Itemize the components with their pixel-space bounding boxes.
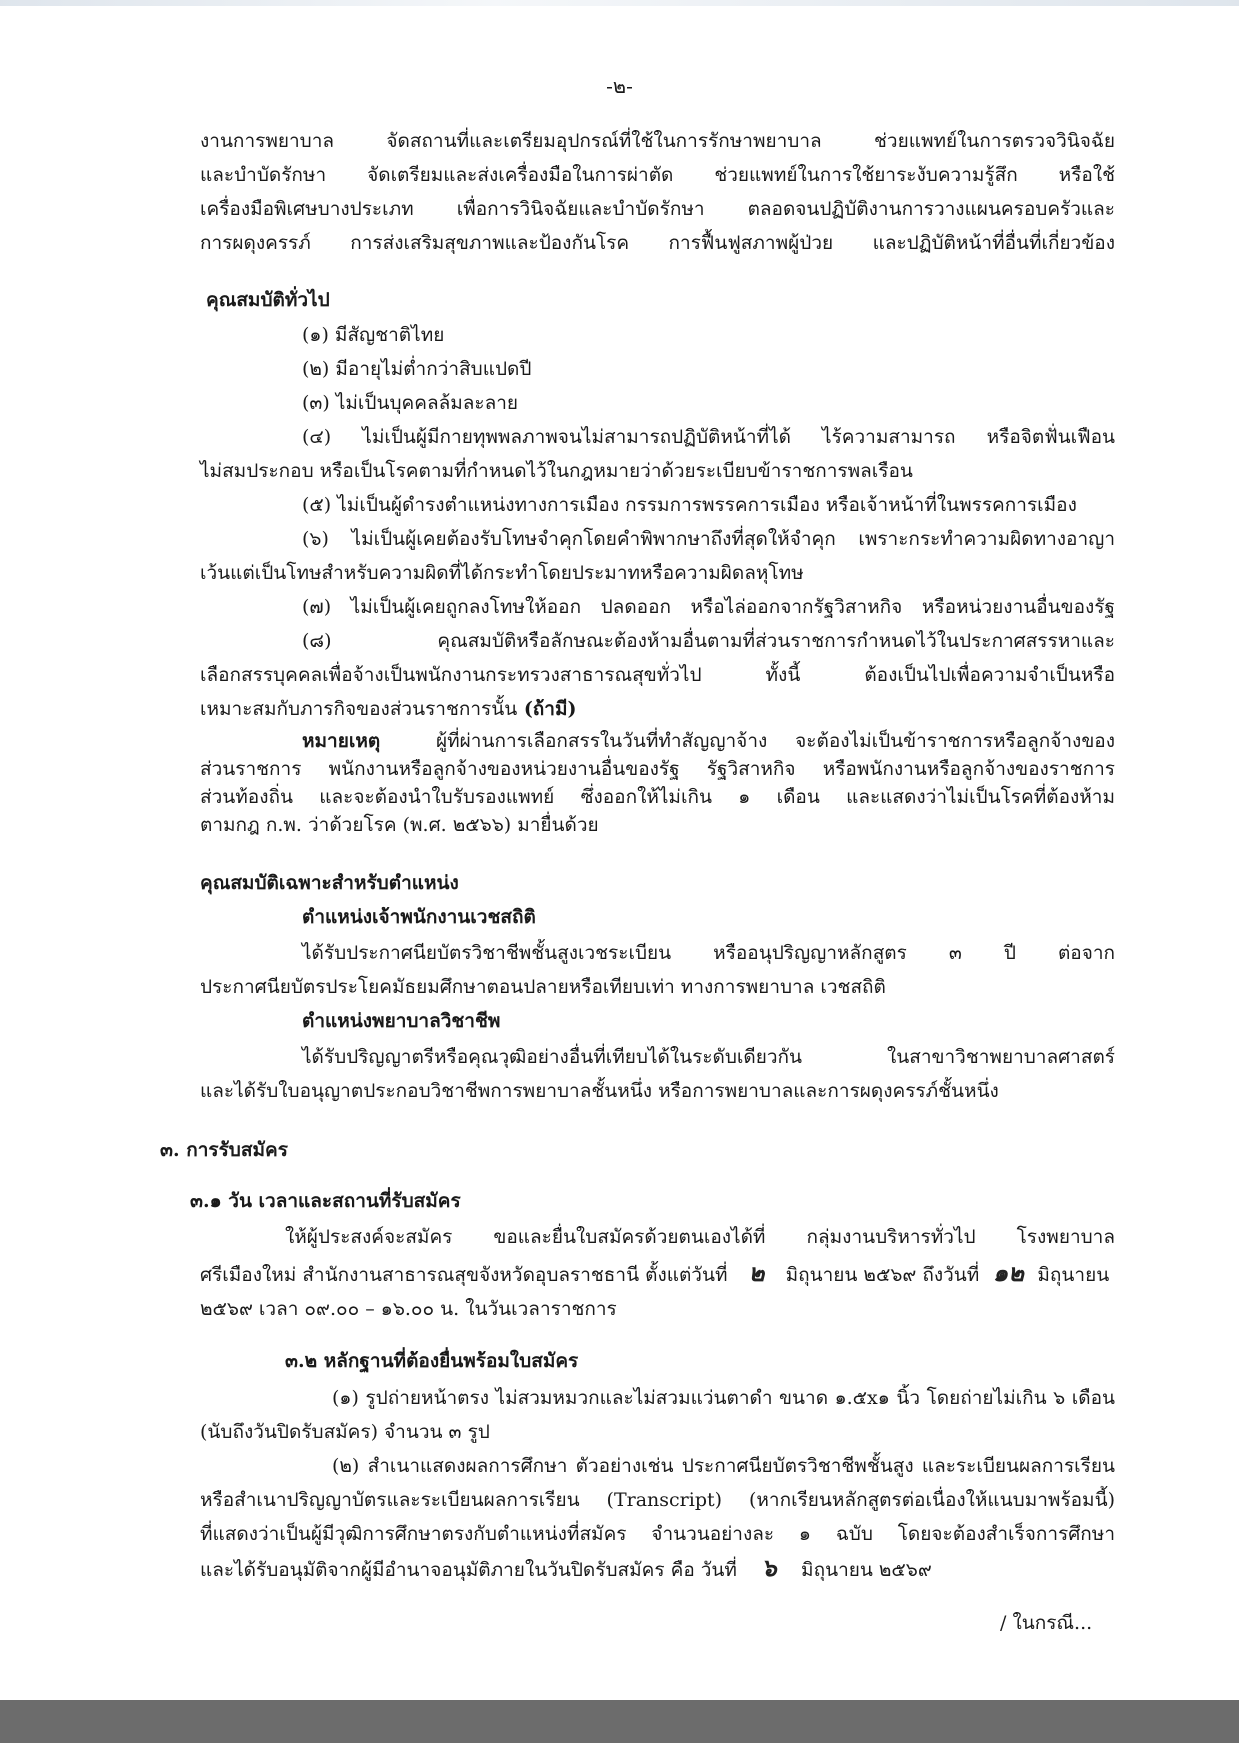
section-3-2-heading: ๓.๒ หลักฐานที่ต้องยื่นพร้อมใบสมัคร xyxy=(285,1350,579,1372)
qualification-item: (๔) ไม่เป็นผู้มีกายทุพพลภาพจนไม่สามารถปฏิบัติหน้าที่ได้ ไร้ความสามารถ หรือจิตฟั่นเฟือน xyxy=(302,426,1115,448)
scan-bottom-edge xyxy=(0,1700,1239,1743)
handwritten-day: ๖ xyxy=(761,1554,777,1582)
handwritten-day: ๒ xyxy=(748,1259,765,1287)
continuation-marker: / ในกรณี... xyxy=(1000,1612,1093,1634)
document-item-cont xyxy=(200,1555,932,1583)
position-requirement: ได้รับประกาศนียบัตรวิชาชีพชั้นสูงเวชระเบียน หรืออนุปริญญาหลักสูตร ๓ ปี ต่อจาก xyxy=(302,942,1115,964)
position-title: ตำแหน่งเจ้าพนักงานเวชสถิติ xyxy=(302,906,536,928)
specific-qualifications-heading: คุณสมบัติเฉพาะสำหรับตำแหน่ง xyxy=(200,872,459,894)
position-requirement: ได้รับปริญญาตรีหรือคุณวุฒิอย่างอื่นที่เทียบได้ในระดับเดียวกัน ในสาขาวิชาพยาบาลศาสตร์ xyxy=(302,1046,1115,1068)
document-item: (๑) รูปถ่ายหน้าตรง ไม่สวมหมวกและไม่สวมแว่นตาดำ ขนาด ๑.๕x๑ นิ้ว โดยถ่ายไม่เกิน ๖ เดือน xyxy=(332,1387,1115,1409)
qualification-item-cont: ไม่สมประกอบ หรือเป็นโรคตามที่กำหนดไว้ในกฎหมายว่าด้วยระเบียบข้าราชการพลเรือน xyxy=(200,460,913,482)
note-text: ผู้ที่ผ่านการเลือกสรรในวันที่ทำสัญญาจ้าง จะต้องไม่เป็นข้าราชการหรือลูกจ้างของ xyxy=(436,730,1115,752)
qualification-item: (๓) ไม่เป็นบุคคลล้มละลาย xyxy=(302,392,519,414)
text-bold: (ถ้ามี) xyxy=(517,698,577,720)
qualification-item: (๑) มีสัญชาติไทย xyxy=(302,324,445,346)
page-number: -๒- xyxy=(606,74,633,98)
document-item-cont: (นับถึงวันปิดรับสมัคร) จำนวน ๓ รูป xyxy=(200,1421,490,1443)
application-heading: ๓. การรับสมัคร xyxy=(160,1139,288,1161)
qualification-item: (๘) คุณสมบัติหรือลักษณะต้องห้ามอื่นตามที่ส่วนราชการกำหนดไว้ในประกาศสรรหาและ xyxy=(302,630,1115,652)
application-text: ๒๕๖๙ เวลา ๐๙.๐๐ – ๑๖.๐๐ น. ในวันเวลาราชการ xyxy=(200,1298,617,1320)
position-requirement: และได้รับใบอนุญาตประกอบวิชาชีพการพยาบาลชั้นหนึ่ง หรือการพยาบาลและการผดุงครรภ์ชั้นหนึ่ง xyxy=(200,1080,999,1102)
section-3-1-heading: ๓.๑ วัน เวลาและสถานที่รับสมัคร xyxy=(190,1190,461,1212)
text: มิถุนายน ๒๕๖๙ xyxy=(801,1559,932,1581)
qualification-item: (๕) ไม่เป็นผู้ดำรงตำแหน่งทางการเมือง กรรมการพรรคการเมือง หรือเจ้าหน้าที่ในพรรคการเมือง xyxy=(302,494,1077,516)
paragraph-line: การผดุงครรภ์ การส่งเสริมสุขภาพและป้องกันโรค การฟื้นฟูสภาพผู้ป่วย และปฏิบัติหน้าที่อื่นที่เกี่ยวข้อง xyxy=(200,232,1115,254)
note-line: ส่วนราชการ พนักงานหรือลูกจ้างของหน่วยงานอื่นของรัฐ รัฐวิสาหกิจ หรือพนักงานหรือลูกจ้างของราชการ xyxy=(200,758,1115,780)
general-qualifications-heading: คุณสมบัติทั่วไป xyxy=(206,289,330,311)
note-line: ตามกฎ ก.พ. ว่าด้วยโรค (พ.ศ. ๒๕๖๖) มายื่นด้วย xyxy=(200,814,599,836)
paragraph-line: เครื่องมือพิเศษบางประเภท เพื่อการวินิจฉัยและบำบัดรักษา ตลอดจนปฏิบัติงานการวางแผนครอบครัวและ xyxy=(200,198,1115,220)
note-line xyxy=(302,728,1115,754)
qualification-item: (๒) มีอายุไม่ต่ำกว่าสิบแปดปี xyxy=(302,358,532,380)
document-item-cont: ที่แสดงว่าเป็นผู้มีวุฒิการศึกษาตรงกับตำแหน่งที่สมัคร จำนวนอย่างละ ๑ ฉบับ โดยจะต้องสำเร็จการศึกษา xyxy=(200,1523,1115,1545)
text: ศรีเมืองใหม่ สำนักงานสาธารณสุขจังหวัดอุบลราชธานี ตั้งแต่วันที่ xyxy=(200,1264,728,1286)
qualification-item: (๖) ไม่เป็นผู้เคยต้องรับโทษจำคุกโดยคำพิพากษาถึงที่สุดให้จำคุก เพราะกระทำความผิดทางอาญา xyxy=(302,528,1115,550)
qualification-item: (๗) ไม่เป็นผู้เคยถูกลงโทษให้ออก ปลดออก หรือไล่ออกจากรัฐวิสาหกิจ หรือหน่วยงานอื่นของรัฐ xyxy=(302,596,1115,618)
qualification-item-cont: เว้นแต่เป็นโทษสำหรับความผิดที่ได้กระทำโดยประมาทหรือความผิดลหุโทษ xyxy=(200,562,804,584)
text: เหมาะสมกับภารกิจของส่วนราชการนั้น xyxy=(200,698,518,720)
text: มิถุนายน xyxy=(1037,1264,1110,1286)
text: มิถุนายน ๒๕๖๙ ถึงวันที่ xyxy=(785,1264,980,1286)
application-dates-line xyxy=(200,1260,1109,1288)
note-line: ส่วนท้องถิ่น และจะต้องนำใบรับรองแพทย์ ซึ่งออกให้ไม่เกิน ๑ เดือน และแสดงว่าไม่เป็นโรคที่ต้องห้าม xyxy=(200,786,1115,808)
position-requirement: ประกาศนียบัตรประโยคมัธยมศึกษาตอนปลายหรือเทียบเท่า ทางการพยาบาล เวชสถิติ xyxy=(200,976,886,998)
paragraph-line: และบำบัดรักษา จัดเตรียมและส่งเครื่องมือในการผ่าตัด ช่วยแพทย์ในการใช้ยาระงับความรู้สึก หรือใช้ xyxy=(200,164,1115,186)
note-label: หมายเหตุ xyxy=(302,730,381,752)
scan-edge xyxy=(0,0,1239,6)
document-item: (๒) สำเนาแสดงผลการศึกษา ตัวอย่างเช่น ประกาศนียบัตรวิชาชีพชั้นสูง และระเบียนผลการเรียน xyxy=(332,1455,1115,1477)
document-item-cont: หรือสำเนาปริญญาบัตรและระเบียนผลการเรียน (Transcript) (หากเรียนหลักสูตรต่อเนื่องให้แนบมาพร้อมนี้) xyxy=(200,1489,1115,1511)
qualification-item-cont: เลือกสรรบุคคลเพื่อจ้างเป็นพนักงานกระทรวงสาธารณสุขทั่วไป ทั้งนี้ ต้องเป็นไปเพื่อความจำเป็นหรือ xyxy=(200,664,1115,686)
text: และได้รับอนุมัติจากผู้มีอำนาจอนุมัติภายในวันปิดรับสมัคร คือ วันที่ xyxy=(200,1559,737,1581)
application-text: ให้ผู้ประสงค์จะสมัคร ขอและยื่นใบสมัครด้วยตนเองได้ที่ กลุ่มงานบริหารทั่วไป โรงพยาบาล xyxy=(285,1226,1115,1248)
handwritten-day: ๑๒ xyxy=(992,1259,1024,1287)
qualification-item-cont xyxy=(200,696,577,722)
paragraph-line: งานการพยาบาล จัดสถานที่และเตรียมอุปกรณ์ที่ใช้ในการรักษาพยาบาล ช่วยแพทย์ในการตรวจวินิจฉัย xyxy=(200,130,1115,152)
position-title: ตำแหน่งพยาบาลวิชาชีพ xyxy=(302,1010,501,1032)
